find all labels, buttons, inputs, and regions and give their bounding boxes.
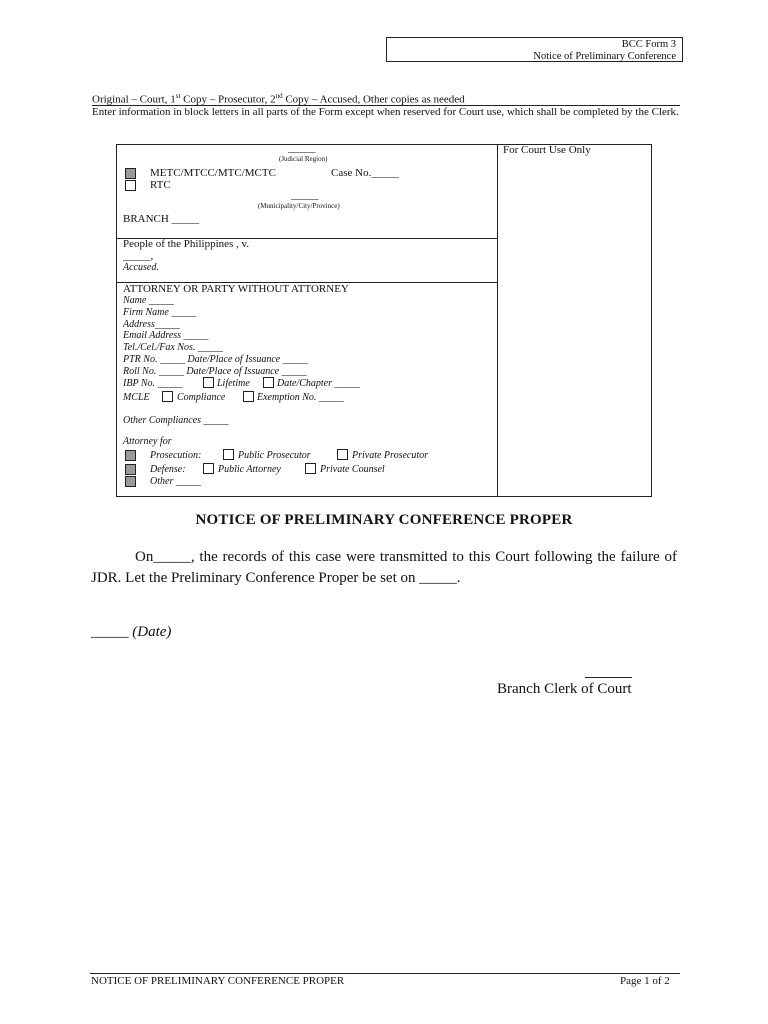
- checkbox-prosecution[interactable]: [125, 450, 136, 461]
- date-line: [91, 624, 171, 641]
- branch-field[interactable]: BRANCH _____: [123, 213, 200, 225]
- checkbox-metc[interactable]: [125, 168, 136, 179]
- public-prosecutor-label: Public Prosecutor: [238, 450, 311, 461]
- checkbox-public-attorney[interactable]: [203, 463, 214, 474]
- municipality-label: (Municipality/City/Province): [258, 202, 340, 210]
- checkbox-private-prosecutor[interactable]: [337, 449, 348, 460]
- other-field[interactable]: Other _____: [150, 476, 201, 487]
- address-field[interactable]: Address_____: [123, 319, 180, 330]
- case-number-field[interactable]: Case No._____: [331, 167, 399, 179]
- notice-body-text: On_____, the records of this case were transmitted to this Court following the failure of JDR. Let the Preliminary Conference Proper be set on _____.: [91, 549, 677, 586]
- mcle-label: MCLE: [123, 392, 150, 403]
- copies-distribution: [92, 92, 465, 106]
- judicial-region-label: (Judicial Region): [279, 155, 328, 163]
- private-prosecutor-label: Private Prosecutor: [352, 450, 429, 461]
- notice-title: NOTICE OF PRELIMINARY CONFERENCE PROPER: [195, 512, 573, 528]
- other-compliances-field[interactable]: Other Compliances _____: [123, 415, 229, 426]
- firm-name-field[interactable]: Firm Name _____: [123, 307, 197, 318]
- checkbox-defense[interactable]: [125, 464, 136, 475]
- checkbox-compliance[interactable]: [162, 391, 173, 402]
- ibp-field[interactable]: IBP No. _____: [123, 378, 183, 389]
- footer-rule: [90, 973, 680, 974]
- instructions: Enter information in block letters in all parts of the Form except when reserved for Court use, which shall be completed by the Clerk.: [92, 106, 679, 118]
- checkbox-other[interactable]: [125, 476, 136, 487]
- notice-body: [91, 547, 677, 589]
- page-number: Page 1 of 2: [620, 975, 670, 987]
- court-use-label: For Court Use Only: [503, 144, 591, 156]
- tel-field[interactable]: Tel./Cel./Fax Nos. _____: [123, 342, 223, 353]
- checkbox-date-chapter[interactable]: [263, 377, 274, 388]
- municipality-blank[interactable]: _____: [291, 189, 319, 201]
- name-field[interactable]: Name _____: [123, 295, 174, 306]
- compliance-label: Compliance: [177, 392, 226, 403]
- defense-label: Defense:: [150, 464, 186, 475]
- accused-name-blank[interactable]: _____,: [123, 250, 154, 262]
- parties-line: People of the Philippines , v.: [123, 238, 250, 250]
- signatory-label: Branch Clerk of Court: [497, 681, 632, 697]
- form-id-box: [386, 37, 683, 62]
- copies-text-2: Copy – Prosecutor, 2: [180, 93, 276, 106]
- footer-title: NOTICE OF PRELIMINARY CONFERENCE PROPER: [91, 975, 345, 987]
- prosecution-label: Prosecution:: [150, 450, 202, 461]
- checkbox-lifetime[interactable]: [203, 377, 214, 388]
- checkbox-rtc[interactable]: [125, 180, 136, 191]
- roll-field[interactable]: Roll No. _____ Date/Place of Issuance _____: [123, 366, 307, 377]
- public-attorney-label: Public Attorney: [218, 464, 281, 475]
- exemption-field[interactable]: Exemption No. _____: [257, 392, 344, 403]
- date-label: (Date): [132, 624, 172, 640]
- form-number: BCC Form 3: [621, 39, 676, 50]
- attorney-for-label: Attorney for: [123, 436, 172, 447]
- checkbox-exemption[interactable]: [243, 391, 254, 402]
- date-blank[interactable]: _____: [91, 624, 129, 640]
- copies-sup-2: nd: [275, 92, 283, 100]
- copies-sup-1: st: [175, 92, 181, 100]
- copies-text-1: Original – Court, 1: [92, 93, 176, 106]
- court-types-label: METC/MTCC/MTC/MCTC: [150, 167, 276, 179]
- accused-label: Accused.: [123, 262, 159, 273]
- signature-line: [585, 677, 632, 678]
- lifetime-label: Lifetime: [217, 378, 250, 389]
- form-title: Notice of Preliminary Conference: [533, 51, 676, 62]
- caption-box: [116, 144, 652, 497]
- copies-text-3: Copy – Accused, Other copies as needed: [282, 93, 465, 106]
- court-use-divider: [497, 144, 498, 497]
- attorney-heading: ATTORNEY OR PARTY WITHOUT ATTORNEY: [123, 283, 349, 295]
- judicial-region-blank[interactable]: _____: [288, 142, 316, 154]
- date-chapter-field[interactable]: Date/Chapter _____: [277, 378, 360, 389]
- email-field[interactable]: Email Address _____: [123, 330, 209, 341]
- checkbox-public-prosecutor[interactable]: [223, 449, 234, 460]
- ptr-field[interactable]: PTR No. _____ Date/Place of Issuance _____: [123, 354, 308, 365]
- rtc-label: RTC: [150, 179, 171, 191]
- private-counsel-label: Private Counsel: [320, 464, 385, 475]
- checkbox-private-counsel[interactable]: [305, 463, 316, 474]
